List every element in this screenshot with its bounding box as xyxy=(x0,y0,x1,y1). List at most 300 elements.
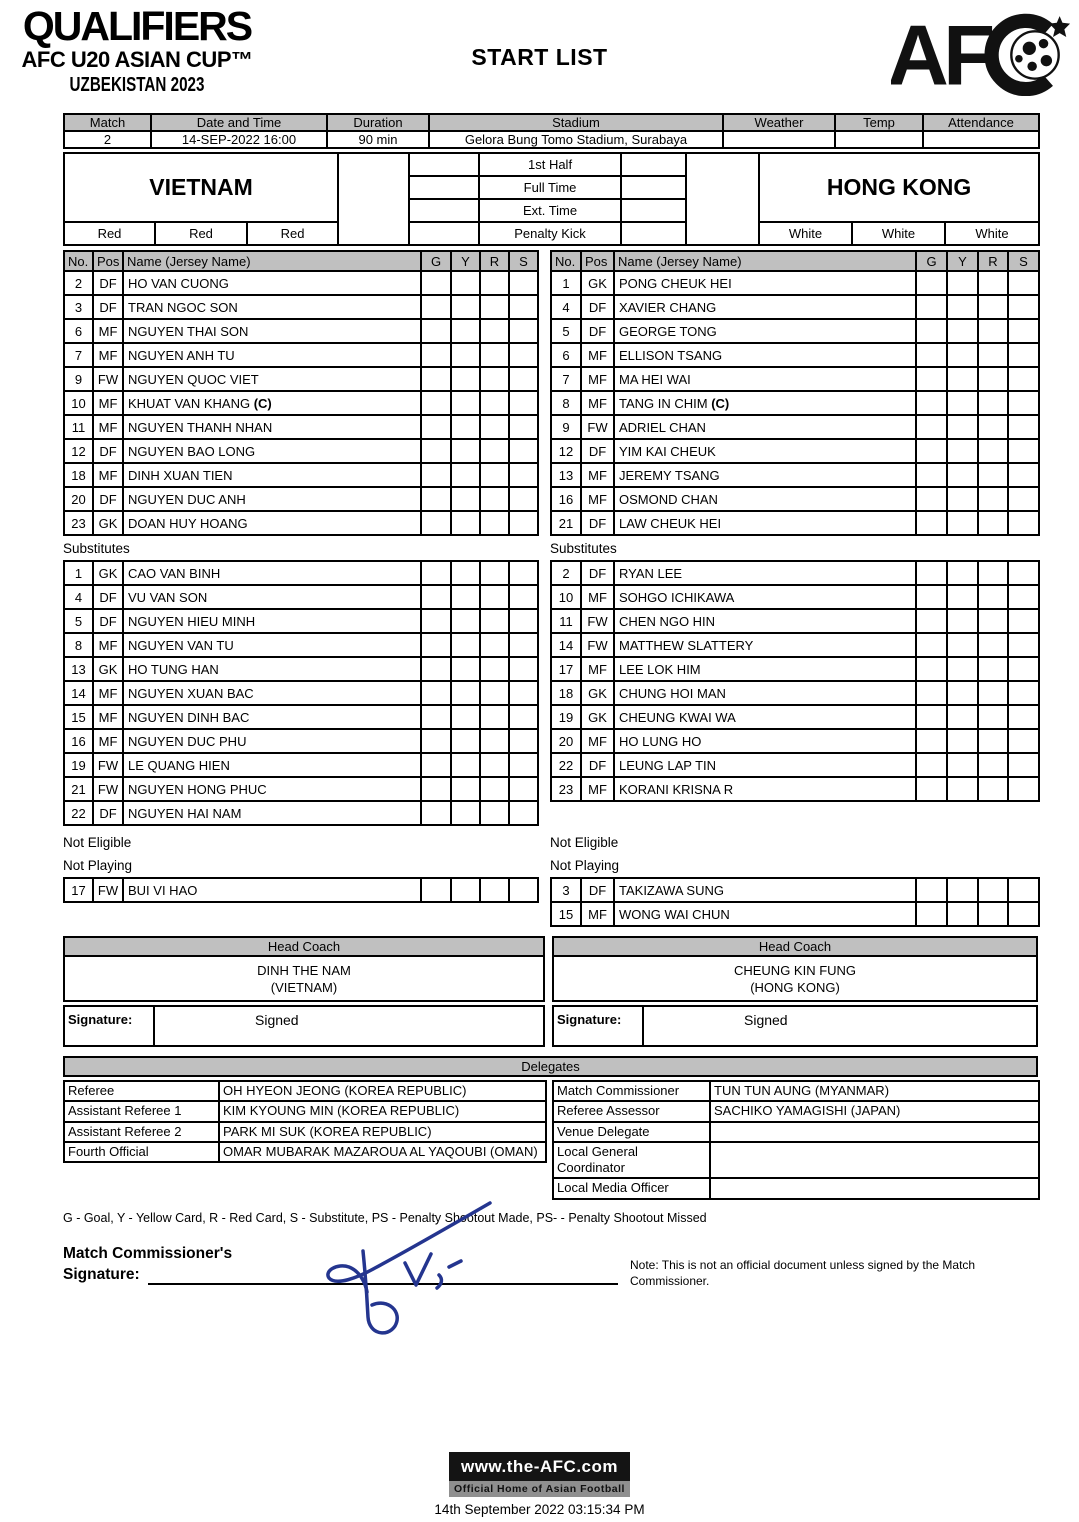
stadium-header-cell: Stadium xyxy=(429,114,723,131)
substitute-cell xyxy=(1008,271,1039,295)
goal-cell xyxy=(421,271,451,295)
substitute-cell xyxy=(1008,705,1039,729)
player-name: NGUYEN DUC PHU xyxy=(123,729,421,753)
footer-url: www.the-AFC.com xyxy=(449,1452,630,1481)
yellow-card-cell xyxy=(451,681,480,705)
col-goal: G xyxy=(916,251,947,271)
col-red: R xyxy=(480,251,509,271)
player-position: GK xyxy=(581,271,614,295)
player-row xyxy=(551,295,1039,319)
player-row xyxy=(64,753,538,777)
away-kit-color: White xyxy=(852,222,945,245)
player-number: 6 xyxy=(551,343,581,367)
player-number: 21 xyxy=(551,511,581,535)
player-name: RYAN LEE xyxy=(614,561,916,585)
score-cell xyxy=(409,153,479,176)
player-row xyxy=(551,367,1039,391)
red-card-cell xyxy=(480,878,509,902)
player-position: DF xyxy=(581,511,614,535)
delegates-table-right xyxy=(552,1080,1040,1200)
player-name: BUI VI HAO xyxy=(123,878,421,902)
score-cell xyxy=(621,153,686,176)
afc-logo-icon xyxy=(891,12,1071,101)
substitute-cell xyxy=(509,391,538,415)
red-card-cell xyxy=(978,681,1008,705)
red-card-cell xyxy=(978,343,1008,367)
player-name: NGUYEN ANH TU xyxy=(123,343,421,367)
goal-cell xyxy=(421,657,451,681)
player-position: GK xyxy=(93,657,123,681)
yellow-card-cell xyxy=(947,585,978,609)
substitute-cell xyxy=(509,295,538,319)
col-sub: S xyxy=(509,251,538,271)
substitute-cell xyxy=(1008,609,1039,633)
yellow-card-cell xyxy=(451,657,480,681)
match-info-header-row xyxy=(64,114,1039,131)
player-position: FW xyxy=(93,753,123,777)
player-position: DF xyxy=(93,801,123,825)
yellow-card-cell xyxy=(947,609,978,633)
player-position: FW xyxy=(581,609,614,633)
delegate-row xyxy=(553,1178,1039,1198)
goal-cell xyxy=(916,343,947,367)
substitute-cell xyxy=(509,463,538,487)
red-card-cell xyxy=(480,439,509,463)
yellow-card-cell xyxy=(947,878,978,902)
roster-header-row xyxy=(551,251,1039,271)
player-position: MF xyxy=(581,463,614,487)
delegate-role: Local General Coordinator xyxy=(553,1142,710,1179)
player-position: MF xyxy=(93,729,123,753)
player-number: 11 xyxy=(64,415,93,439)
red-card-cell xyxy=(978,705,1008,729)
duration-header-cell: Duration xyxy=(327,114,429,131)
roster-header-row xyxy=(64,251,538,271)
player-number: 2 xyxy=(64,271,93,295)
date-time-header-cell: Date and Time xyxy=(151,114,327,131)
player-number: 22 xyxy=(64,801,93,825)
player-position: DF xyxy=(93,487,123,511)
home-coach-name: DINH THE NAM xyxy=(257,963,351,978)
player-position: MF xyxy=(581,902,614,926)
red-card-cell xyxy=(978,391,1008,415)
player-name: TRAN NGOC SON xyxy=(123,295,421,319)
substitute-cell xyxy=(1008,367,1039,391)
away-not-eligible-label: Not Eligible xyxy=(550,835,619,850)
substitute-cell xyxy=(509,681,538,705)
red-card-cell xyxy=(978,729,1008,753)
player-name: LE QUANG HIEN xyxy=(123,753,421,777)
player-name: HO VAN CUONG xyxy=(123,271,421,295)
red-card-cell xyxy=(978,511,1008,535)
player-row xyxy=(64,487,538,511)
player-position: MF xyxy=(93,391,123,415)
away-signature-value: Signed xyxy=(744,1012,788,1028)
player-name: KORANI KRISNA R xyxy=(614,777,916,801)
player-row xyxy=(551,585,1039,609)
player-position: MF xyxy=(93,343,123,367)
away-kit-color: White xyxy=(759,222,852,245)
red-card-cell xyxy=(480,633,509,657)
legend-text: G - Goal, Y - Yellow Card, R - Red Card, S - Substitute, PS - Penalty Shootout Made, PS- - Penalty Shootout Missed xyxy=(63,1210,707,1225)
home-substitutes-label: Substitutes xyxy=(63,541,130,556)
player-position: DF xyxy=(581,561,614,585)
col-red: R xyxy=(978,251,1008,271)
yellow-card-cell xyxy=(451,487,480,511)
substitute-cell xyxy=(509,753,538,777)
red-card-cell xyxy=(480,729,509,753)
home-team-name: VIETNAM xyxy=(64,153,338,222)
delegate-row xyxy=(553,1142,1039,1179)
away-coach-name: CHEUNG KIN FUNG xyxy=(733,963,857,978)
player-number: 6 xyxy=(64,319,93,343)
home-not-playing-label: Not Playing xyxy=(63,858,133,873)
red-card-cell xyxy=(480,609,509,633)
red-card-cell xyxy=(978,463,1008,487)
score-cell xyxy=(621,176,686,199)
player-name: LEUNG LAP TIN xyxy=(614,753,916,777)
player-number: 4 xyxy=(551,295,581,319)
player-number: 16 xyxy=(551,487,581,511)
substitute-cell xyxy=(1008,415,1039,439)
player-name: TANG IN CHIM (C) xyxy=(614,391,916,415)
player-position: MF xyxy=(581,585,614,609)
player-number: 19 xyxy=(551,705,581,729)
player-position: FW xyxy=(93,777,123,801)
player-position: DF xyxy=(581,439,614,463)
yellow-card-cell xyxy=(451,295,480,319)
goal-cell xyxy=(421,415,451,439)
substitute-cell xyxy=(1008,561,1039,585)
red-card-cell xyxy=(480,705,509,729)
goal-cell xyxy=(421,343,451,367)
red-card-cell xyxy=(480,367,509,391)
player-name: NGUYEN THANH NHAN xyxy=(123,415,421,439)
substitute-cell xyxy=(1008,439,1039,463)
substitute-cell xyxy=(509,487,538,511)
substitute-cell xyxy=(509,561,538,585)
goal-cell xyxy=(421,633,451,657)
score-cell xyxy=(621,222,686,245)
home-signature-label: Signature: xyxy=(65,1007,155,1045)
substitute-cell xyxy=(1008,343,1039,367)
attendance-value xyxy=(923,131,1039,148)
yellow-card-cell xyxy=(947,633,978,657)
player-position: MF xyxy=(93,633,123,657)
page-title: START LIST xyxy=(471,44,608,70)
player-number: 9 xyxy=(64,367,93,391)
delegate-name xyxy=(710,1122,1039,1142)
goal-cell xyxy=(916,633,947,657)
red-card-cell xyxy=(978,367,1008,391)
goal-cell xyxy=(916,463,947,487)
player-position: GK xyxy=(93,561,123,585)
yellow-card-cell xyxy=(451,777,480,801)
delegate-name: OMAR MUBARAK MAZAROUA AL YAQOUBI (OMAN) xyxy=(219,1142,546,1162)
player-name: YIM KAI CHEUK xyxy=(614,439,916,463)
yellow-card-cell xyxy=(947,705,978,729)
away-substitutes-table xyxy=(550,560,1040,802)
away-head-coach-box xyxy=(552,957,1038,1002)
substitute-cell xyxy=(509,777,538,801)
temp-header-cell: Temp xyxy=(835,114,923,131)
player-number: 23 xyxy=(64,511,93,535)
goal-cell xyxy=(421,511,451,535)
yellow-card-cell xyxy=(947,367,978,391)
goal-cell xyxy=(421,729,451,753)
home-not-playing-table xyxy=(63,877,539,903)
player-position: MF xyxy=(581,487,614,511)
goal-cell xyxy=(421,585,451,609)
red-card-cell xyxy=(480,585,509,609)
match-info-table xyxy=(63,113,1040,149)
yellow-card-cell xyxy=(947,415,978,439)
player-position: DF xyxy=(581,319,614,343)
player-row xyxy=(64,729,538,753)
red-card-cell xyxy=(480,511,509,535)
competition-logo-line3: UZBEKISTAN 2023 xyxy=(69,74,205,97)
col-yellow: Y xyxy=(947,251,978,271)
player-number: 1 xyxy=(64,561,93,585)
player-number: 18 xyxy=(64,463,93,487)
player-position: MF xyxy=(93,319,123,343)
delegate-row xyxy=(553,1122,1039,1142)
player-position: FW xyxy=(93,367,123,391)
player-name: ELLISON TSANG xyxy=(614,343,916,367)
red-card-cell xyxy=(978,271,1008,295)
yellow-card-cell xyxy=(451,633,480,657)
player-position: MF xyxy=(93,681,123,705)
col-goal: G xyxy=(421,251,451,271)
goal-cell xyxy=(916,681,947,705)
commissioner-signature-label-line2: Signature: xyxy=(63,1265,140,1283)
yellow-card-cell xyxy=(451,415,480,439)
weather-header-cell: Weather xyxy=(723,114,835,131)
score-cell xyxy=(409,176,479,199)
red-card-cell xyxy=(978,777,1008,801)
substitute-cell xyxy=(1008,902,1039,926)
delegate-name xyxy=(710,1178,1039,1198)
home-signature-value: Signed xyxy=(255,1012,299,1028)
red-card-cell xyxy=(480,391,509,415)
col-pos: Pos xyxy=(581,251,614,271)
substitute-cell xyxy=(1008,878,1039,902)
yellow-card-cell xyxy=(947,439,978,463)
away-starters-table xyxy=(550,250,1040,536)
yellow-card-cell xyxy=(947,777,978,801)
delegate-role: Venue Delegate xyxy=(553,1122,710,1142)
player-name: HO LUNG HO xyxy=(614,729,916,753)
goal-cell xyxy=(916,561,947,585)
player-row xyxy=(64,391,538,415)
substitute-cell xyxy=(1008,585,1039,609)
substitute-cell xyxy=(1008,463,1039,487)
score-row-label: 1st Half xyxy=(479,153,621,176)
player-row xyxy=(64,657,538,681)
player-number: 8 xyxy=(551,391,581,415)
player-name: WONG WAI CHUN xyxy=(614,902,916,926)
yellow-card-cell xyxy=(451,729,480,753)
player-name: NGUYEN DINH BAC xyxy=(123,705,421,729)
yellow-card-cell xyxy=(947,681,978,705)
player-position: DF xyxy=(581,878,614,902)
away-substitutes-label: Substitutes xyxy=(550,541,617,556)
player-position: GK xyxy=(581,681,614,705)
player-number: 7 xyxy=(551,367,581,391)
substitute-cell xyxy=(509,511,538,535)
substitute-cell xyxy=(509,633,538,657)
player-name: MA HEI WAI xyxy=(614,367,916,391)
player-position: FW xyxy=(581,415,614,439)
yellow-card-cell xyxy=(451,367,480,391)
player-position: MF xyxy=(581,367,614,391)
home-head-coach-box xyxy=(63,957,545,1002)
player-row xyxy=(64,705,538,729)
player-number: 2 xyxy=(551,561,581,585)
home-substitutes-table xyxy=(63,560,539,826)
red-card-cell xyxy=(978,657,1008,681)
away-kit-color: White xyxy=(945,222,1039,245)
player-number: 11 xyxy=(551,609,581,633)
goal-cell xyxy=(916,319,947,343)
match-number: 2 xyxy=(64,131,151,148)
substitute-cell xyxy=(509,729,538,753)
yellow-card-cell xyxy=(451,319,480,343)
player-row xyxy=(551,439,1039,463)
goal-cell xyxy=(421,561,451,585)
player-row xyxy=(551,753,1039,777)
goal-cell xyxy=(916,367,947,391)
player-number: 15 xyxy=(64,705,93,729)
player-name: CHEN NGO HIN xyxy=(614,609,916,633)
delegate-row xyxy=(64,1081,546,1101)
delegate-name: OH HYEON JEONG (KOREA REPUBLIC) xyxy=(219,1081,546,1101)
away-signature-box xyxy=(552,1005,1038,1047)
away-team-name: HONG KONG xyxy=(759,153,1039,222)
player-row xyxy=(551,657,1039,681)
yellow-card-cell xyxy=(947,319,978,343)
player-name: NGUYEN BAO LONG xyxy=(123,439,421,463)
yellow-card-cell xyxy=(451,609,480,633)
substitute-cell xyxy=(509,705,538,729)
yellow-card-cell xyxy=(451,439,480,463)
match-info-value-row xyxy=(64,131,1039,148)
player-row xyxy=(551,561,1039,585)
score-row-label: Penalty Kick xyxy=(479,222,621,245)
player-number: 4 xyxy=(64,585,93,609)
player-position: MF xyxy=(581,729,614,753)
goal-cell xyxy=(916,511,947,535)
player-row xyxy=(551,705,1039,729)
player-number: 1 xyxy=(551,271,581,295)
banner-spacer-right xyxy=(686,153,759,245)
substitute-cell xyxy=(509,415,538,439)
yellow-card-cell xyxy=(947,463,978,487)
player-row xyxy=(64,367,538,391)
player-name: HO TUNG HAN xyxy=(123,657,421,681)
player-position: MF xyxy=(581,777,614,801)
player-number: 13 xyxy=(551,463,581,487)
away-signature-label: Signature: xyxy=(554,1007,644,1045)
goal-cell xyxy=(916,729,947,753)
goal-cell xyxy=(916,705,947,729)
player-row xyxy=(64,343,538,367)
goal-cell xyxy=(421,391,451,415)
commissioner-signature-block xyxy=(63,1243,1038,1329)
red-card-cell xyxy=(978,439,1008,463)
player-name: NGUYEN HIEU MINH xyxy=(123,609,421,633)
player-row xyxy=(551,609,1039,633)
footer-tagline: Official Home of Asian Football xyxy=(449,1481,630,1497)
player-row xyxy=(551,878,1039,902)
substitute-cell xyxy=(1008,753,1039,777)
player-number: 23 xyxy=(551,777,581,801)
red-card-cell xyxy=(480,487,509,511)
player-name: SOHGO ICHIKAWA xyxy=(614,585,916,609)
player-name: GEORGE TONG xyxy=(614,319,916,343)
player-name: PONG CHEUK HEI xyxy=(614,271,916,295)
col-sub: S xyxy=(1008,251,1039,271)
player-position: DF xyxy=(93,295,123,319)
duration-value: 90 min xyxy=(327,131,429,148)
player-row xyxy=(551,463,1039,487)
goal-cell xyxy=(916,902,947,926)
col-yellow: Y xyxy=(451,251,480,271)
delegate-row xyxy=(553,1081,1039,1101)
substitute-cell xyxy=(1008,729,1039,753)
red-card-cell xyxy=(480,271,509,295)
delegate-role: Local Media Officer xyxy=(553,1178,710,1198)
red-card-cell xyxy=(978,902,1008,926)
player-number: 15 xyxy=(551,902,581,926)
delegate-name: TUN TUN AUNG (MYANMAR) xyxy=(710,1081,1039,1101)
goal-cell xyxy=(421,439,451,463)
yellow-card-cell xyxy=(947,511,978,535)
goal-cell xyxy=(421,319,451,343)
attendance-header-cell: Attendance xyxy=(923,114,1039,131)
score-row-label: Full Time xyxy=(479,176,621,199)
player-position: DF xyxy=(93,609,123,633)
delegate-name xyxy=(710,1142,1039,1179)
player-name: DINH XUAN TIEN xyxy=(123,463,421,487)
substitute-cell xyxy=(1008,487,1039,511)
player-number: 10 xyxy=(64,391,93,415)
player-row xyxy=(551,487,1039,511)
yellow-card-cell xyxy=(947,271,978,295)
player-name: LEE LOK HIM xyxy=(614,657,916,681)
footer xyxy=(0,1452,1079,1517)
home-starters-table xyxy=(63,250,539,536)
delegate-name: SACHIKO YAMAGISHI (JAPAN) xyxy=(710,1101,1039,1121)
red-card-cell xyxy=(978,753,1008,777)
red-card-cell xyxy=(978,585,1008,609)
player-number: 3 xyxy=(64,295,93,319)
goal-cell xyxy=(421,777,451,801)
player-name: ADRIEL CHAN xyxy=(614,415,916,439)
home-kit-color: Red xyxy=(247,222,338,245)
substitute-cell xyxy=(1008,511,1039,535)
player-row xyxy=(551,271,1039,295)
home-kit-color: Red xyxy=(155,222,247,245)
delegate-row xyxy=(64,1122,546,1142)
player-row xyxy=(64,585,538,609)
player-row xyxy=(64,777,538,801)
player-number: 9 xyxy=(551,415,581,439)
substitute-cell xyxy=(509,271,538,295)
player-position: DF xyxy=(93,439,123,463)
player-position: DF xyxy=(93,271,123,295)
player-number: 8 xyxy=(64,633,93,657)
